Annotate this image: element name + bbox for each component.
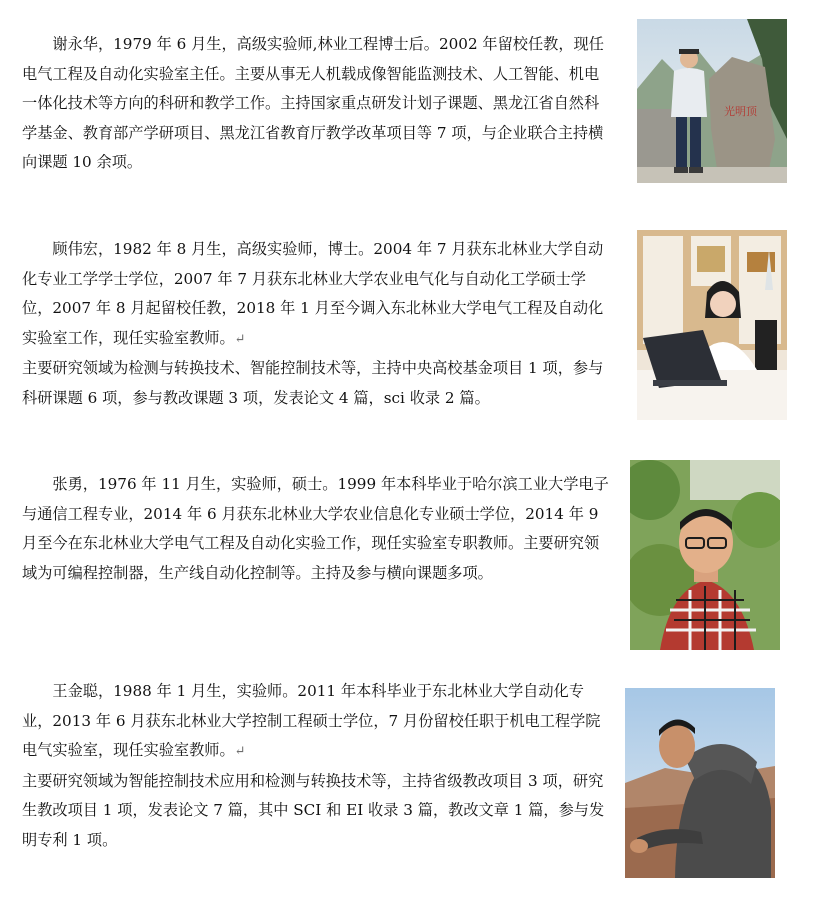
photo-wang-jincong	[625, 688, 775, 878]
paragraph-mark: ↵	[234, 744, 246, 759]
bio-paragraph-text: 王金聪，1988 年 1 月生，实验师。2011 年本科毕业于东北林业大学自动化专业，2013 年 6 月获东北林业大学控制工程硕士学位，7 月份留校任职于机电工程学院电气实验室，现任实验室教师。	[22, 682, 601, 759]
photo-zhang-yong	[630, 460, 780, 650]
bio-wang-jincong	[22, 677, 614, 855]
bio-paragraph	[22, 235, 614, 354]
bio-paragraph: 张勇，1976 年 11 月生，实验师，硕士。1999 年本科毕业于哈尔滨工业大学电子与通信工程专业，2014 年 6 月获东北林业大学农业信息化专业硕士学位，2014 年 9 月至今在东北林业大学电气工程及自动化实验工作，现任实验室专职教师。主要研究领域为可编程控制器，生产线自动化控制等。主持及参与横向课题多项。	[22, 475, 609, 582]
bio-paragraph: 主要研究领域为检测与转换技术、智能控制技术等，主持中央高校基金项目 1 项，参与科研课题 6 项，参与教改课题 3 项，发表论文 4 篇，sci 收录 2 篇。	[22, 359, 604, 407]
photo-gu-weihong	[637, 230, 787, 420]
bio-zhang-yong	[22, 470, 614, 588]
paragraph-mark: ↵	[234, 331, 246, 347]
bio-paragraph	[22, 677, 614, 767]
bio-gu-weihong	[22, 235, 614, 413]
bio-paragraph: 主要研究领域为智能控制技术应用和检测与转换技术等，主持省级教改项目 3 项，研究生教改项目 1 项，发表论文 7 篇，其中 SCI 和 EI 收录 3 篇，教改文章 1 篇，参与发明专利 1 项。	[22, 771, 605, 849]
photo-xie-yonghua	[637, 19, 787, 183]
bio-paragraph: 谢永华，1979 年 6 月生，高级实验师,林业工程博士后。2002 年留校任教，现任电气工程及自动化实验室主任。主要从事无人机载成像智能监测技术、人工智能、机电一体化技术等方向的科研和教学工作。主持国家重点研发计划子课题、黑龙江省自然科学基金、教育部产学研项目、黑龙江省教育厅教学改革项目等 7 项，与企业联合主持横向课题 10 余项。	[22, 35, 604, 171]
bio-xie-yonghua	[22, 30, 614, 178]
bio-paragraph-text: 顾伟宏，1982 年 8 月生，高级实验师，博士。2004 年 7 月获东北林业大学自动化专业工学学士学位，2007 年 7 月获东北林业大学农业电气化与自动化工学硕士学位，2007 年 8 月起留校任教，2018 年 1 月至今调入东北林业大学电气工程及自动化实验室工作，现任实验室教师。	[22, 240, 604, 347]
rock-inscription: 光明顶	[724, 105, 757, 118]
